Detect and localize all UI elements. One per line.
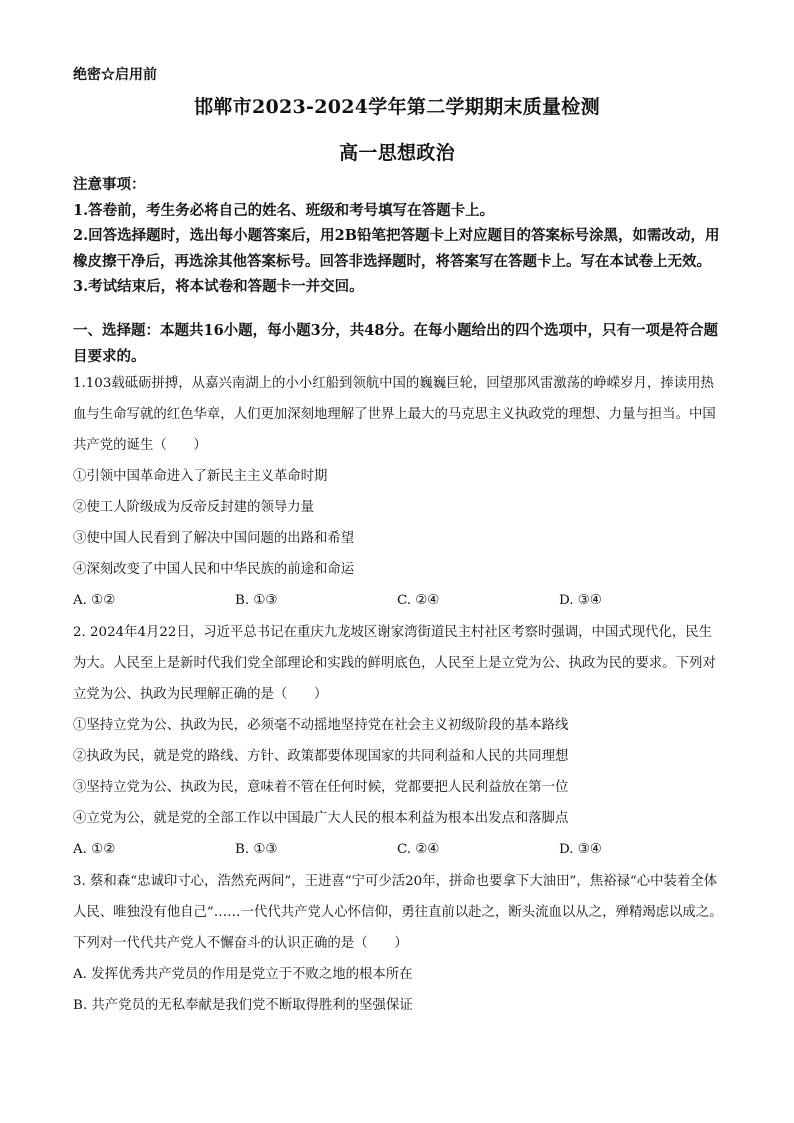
question-statement: ③坚持立党为公、执政为民，意味着不管在任何时候，党都要把人民利益放在第一位 (73, 780, 569, 795)
question-option-line: B. 共产党员的无私奉献是我们党不断取得胜利的坚强保证 (73, 998, 413, 1013)
notes-block (73, 172, 723, 300)
notes-item: 2.回答选择题时，选出每小题答案后，用2B铅笔把答题卡上对应题目的答案标号涂黑，如需改动，用橡皮擦干净后，再选涂其他答案标号。回答非选择题时，将答案写在答题卡上。写在本试卷上无效。 (73, 227, 720, 270)
question-statement: ①引领中国革命进入了新民主主义革命时期 (73, 469, 328, 484)
question-2 (73, 617, 723, 865)
option-c: C. ②④ (397, 842, 440, 857)
notes-heading: 注意事项： (73, 176, 146, 193)
question-stem: 1.103载砥砺拼搏，从嘉兴南湖上的小小红船到领航中国的巍巍巨轮，回望那风雷激荡的峥嵘岁月，捧读用热血与生命写就的红色华章，人们更加深刻地理解了世界上最大的马克思主义执政党的理想、力量与担当。中国共产党的诞生（ ） (73, 376, 716, 453)
option-c: C. ②④ (397, 593, 440, 608)
section-heading: 一、选择题：本题共16小题，每小题3分，共48分。在每小题给出的四个选项中，只有一项是符合题目要求的。 (73, 322, 718, 365)
question-statement: ②执政为民，就是党的路线、方针、政策都要体现国家的共同利益和人民的共同理想 (73, 749, 569, 764)
section-block (73, 318, 723, 369)
option-a: A. ①② (73, 593, 116, 608)
option-a: A. ①② (73, 842, 116, 857)
confidential-mark: 绝密☆启用前 (73, 67, 157, 83)
option-d: D. ③④ (559, 842, 602, 857)
question-statement: ①坚持立党为公、执政为民，必须毫不动摇地坚持党在社会主义初级阶段的基本路线 (73, 718, 569, 733)
question-statement: ②使工人阶级成为反帝反封建的领导力量 (73, 500, 315, 515)
question-stem: 3. 蔡和森“忠诚印寸心，浩然充两间”，王进喜“宁可少活20年，拼命也要拿下大油田”，焦裕禄“心中装着全体人民、唯独没有他自己”……一代代共产党人心怀信仰，勇往直前以赴之，断头流血以从之，殚精竭虑以成之。下列对一代代共产党人不懈奋斗的认识正确的是（ ） (73, 874, 723, 951)
question-options (73, 834, 723, 865)
exam-subject: 高一思想政治 (339, 142, 455, 164)
option-d: D. ③④ (559, 593, 602, 608)
question-option-line: A. 发挥优秀共产党员的作用是党立于不败之地的根本所在 (73, 967, 413, 982)
option-b: B. ①③ (235, 593, 278, 608)
option-b: B. ①③ (235, 842, 278, 857)
question-1 (73, 368, 723, 616)
question-statement: ③使中国人民看到了解决中国问题的出路和希望 (73, 531, 355, 546)
question-statement: ④深刻改变了中国人民和中华民族的前途和命运 (73, 562, 355, 577)
question-3 (73, 866, 723, 1021)
exam-title: 邯郸市2023-2024学年第二学期期末质量检测 (194, 96, 600, 118)
question-options (73, 585, 723, 616)
notes-item: 3.考试结束后，将本试卷和答题卡一并交回。 (73, 278, 364, 295)
notes-item: 1.答卷前，考生务必将自己的姓名、班级和考号填写在答题卡上。 (73, 201, 495, 219)
question-statement: ④立党为公，就是党的全部工作以中国最广大人民的根本利益为根本出发点和落脚点 (73, 811, 569, 826)
question-stem: 2. 2024年4月22日，习近平总书记在重庆九龙坡区谢家湾街道民主村社区考察时强调，中国式现代化，民生为大。人民至上是新时代我们党全部理论和实践的鲜明底色，人民至上是立党为公、执政为民的要求。下列对立党为公、执政为民理解正确的是（ ） (73, 625, 716, 702)
